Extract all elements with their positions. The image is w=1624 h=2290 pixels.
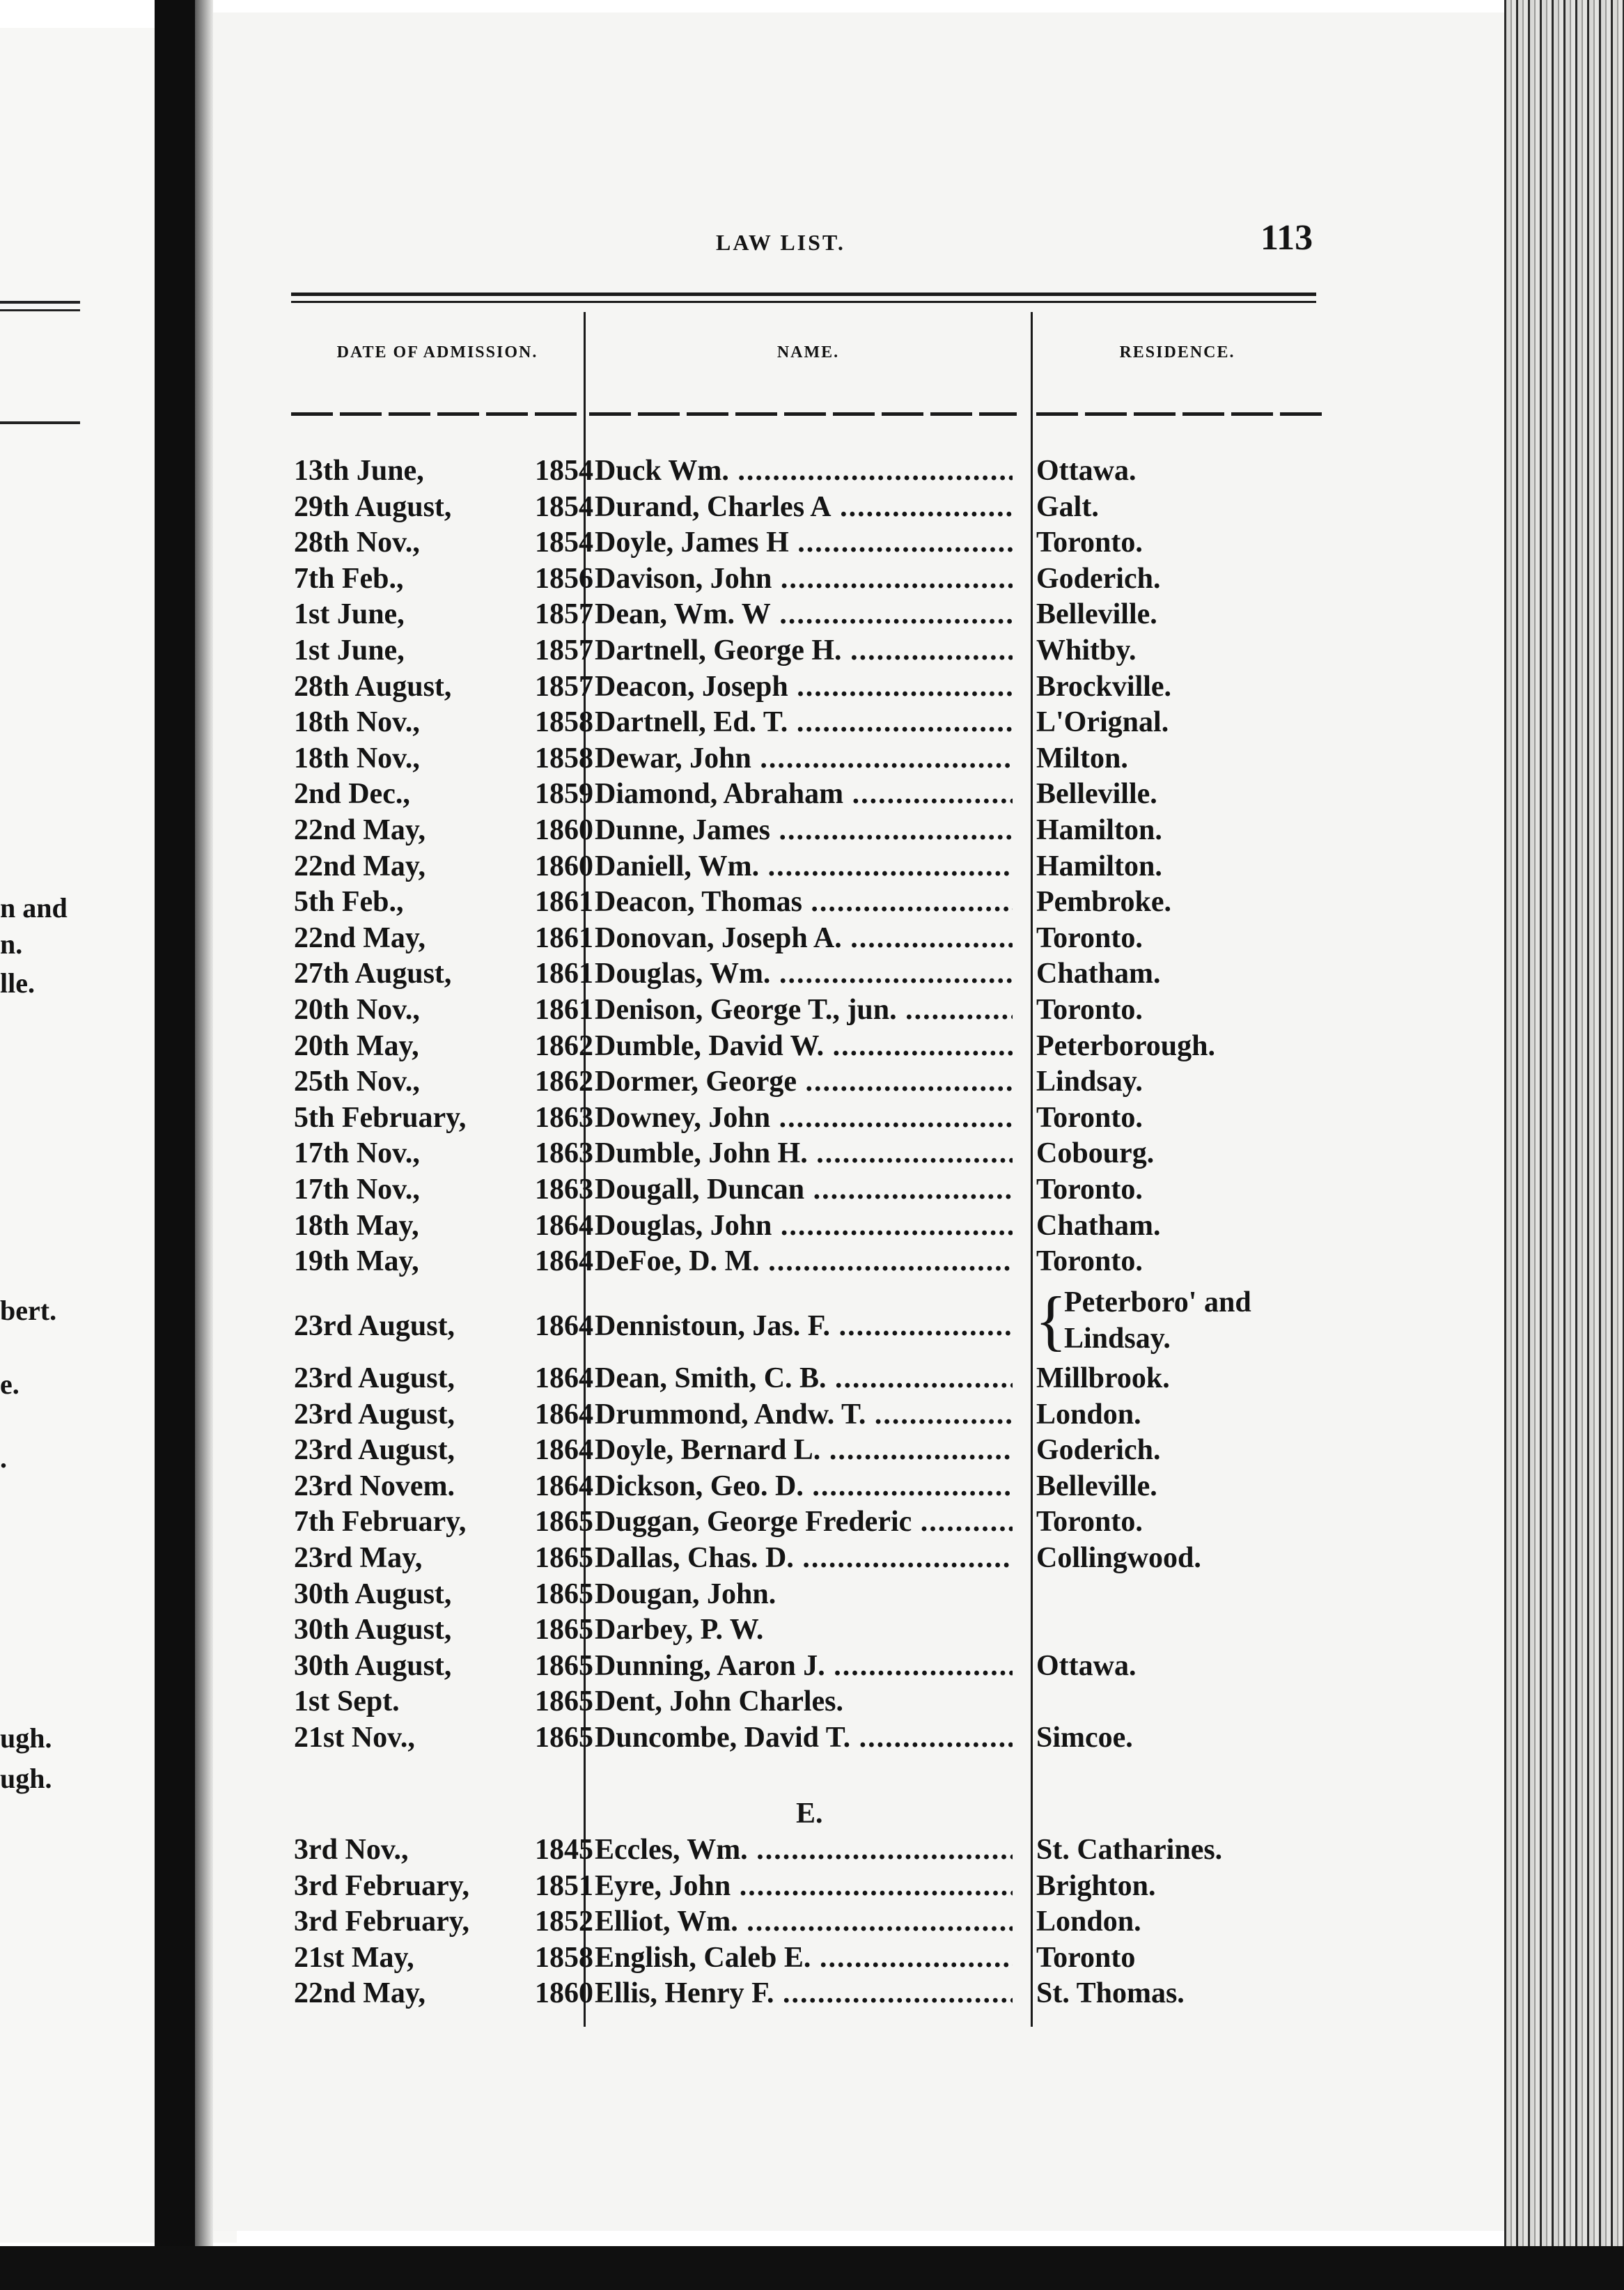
year-cell: 1857 [535, 634, 593, 667]
year-cell: 1860 [535, 850, 593, 882]
table-row [291, 921, 1322, 958]
year-cell: 1865 [535, 1578, 593, 1610]
name-cell: Dartnell, George H. ..... [595, 634, 1013, 667]
name-cell: Eyre, John ..... [595, 1869, 1013, 1903]
name-cell: English, Caleb E. ..... [595, 1941, 1013, 1974]
table-row [291, 850, 1322, 886]
table-row [291, 1977, 1322, 2013]
date-cell: 23rd August, [294, 1434, 455, 1467]
table-row [291, 1398, 1322, 1434]
date-cell: 27th August, [294, 958, 452, 990]
column-header-rule [291, 412, 578, 416]
residence-cell: Goderich. [1036, 1434, 1161, 1467]
left-page-text: e. [0, 1369, 19, 1400]
date-cell: 5th February, [294, 1101, 467, 1134]
year-cell: 1862 [535, 1029, 593, 1062]
table-row [291, 1578, 1322, 1614]
date-cell: 22nd May, [294, 1977, 426, 2010]
year-cell: 1856 [535, 562, 593, 595]
year-cell: 1862 [535, 1066, 593, 1098]
year-cell: 1865 [535, 1506, 593, 1539]
brace-icon: { [1035, 1283, 1068, 1357]
table-row [291, 1869, 1322, 1906]
residence-cell: Toronto. [1036, 1174, 1143, 1206]
residence-cell: Peterborough. [1036, 1029, 1216, 1062]
residence-cell: London. [1036, 1398, 1141, 1431]
residence-cell: Hamilton. [1036, 850, 1162, 882]
year-cell: 1859 [535, 778, 593, 811]
name-cell: Dumble, John H. ..... [595, 1137, 1013, 1170]
left-page-text: ugh. [0, 1722, 52, 1754]
table-row [291, 1649, 1322, 1685]
section-letter: E. [796, 1798, 823, 1830]
header-rule [291, 301, 1316, 303]
date-cell: 1st June, [294, 634, 405, 667]
date-cell: 20th Nov., [294, 994, 420, 1026]
year-cell: 1851 [535, 1869, 593, 1902]
residence-cell: L'Orignal. [1036, 706, 1169, 739]
name-cell: Dean, Wm. W ..... [595, 598, 1013, 631]
table-row [291, 1362, 1322, 1398]
year-cell: 1861 [535, 958, 593, 990]
residence-cell: Belleville. [1036, 1470, 1157, 1502]
date-cell: 22nd May, [294, 850, 426, 882]
residence-cell: St. Catharines. [1036, 1834, 1223, 1866]
year-cell: 1861 [535, 921, 593, 954]
table-row [291, 1541, 1322, 1578]
year-cell: 1854 [535, 527, 593, 559]
left-page-text: . [0, 1442, 7, 1474]
table-row [291, 1137, 1322, 1173]
table-row [291, 598, 1322, 634]
name-cell: Dumble, David W. ..... [595, 1029, 1013, 1063]
year-cell: 1852 [535, 1906, 593, 1938]
year-cell: 1845 [535, 1834, 593, 1866]
residence-cell: Pembroke. [1036, 886, 1172, 919]
year-cell: 1865 [535, 1722, 593, 1754]
name-cell: Downey, John ..... [595, 1101, 1013, 1135]
page-number: 113 [1260, 218, 1313, 258]
year-cell: 1861 [535, 886, 593, 919]
table-row [291, 885, 1322, 921]
name-cell: Deacon, Joseph ..... [595, 670, 1013, 703]
table-row [291, 562, 1322, 598]
name-cell: Daniell, Wm. ..... [595, 850, 1013, 883]
date-cell: 21st May, [294, 1941, 414, 1974]
year-cell: 1863 [535, 1174, 593, 1206]
residence-cell: Brockville. [1036, 670, 1172, 703]
left-page-text: ugh. [0, 1763, 52, 1794]
table-row [291, 1209, 1322, 1245]
table-row [291, 526, 1322, 562]
date-cell: 28th Nov., [294, 527, 420, 559]
residence-cell: Lindsay. [1064, 1323, 1171, 1355]
date-cell: 19th May, [294, 1245, 419, 1278]
name-cell: Douglas, Wm. ..... [595, 957, 1013, 990]
residence-cell: Simcoe. [1036, 1722, 1133, 1754]
date-cell: 23rd August, [294, 1362, 455, 1394]
date-cell: 23rd August, [294, 1310, 455, 1342]
date-cell: 22nd May, [294, 814, 426, 846]
year-cell: 1857 [535, 598, 593, 631]
name-cell: Elliot, Wm. ..... [595, 1905, 1013, 1938]
table-row [291, 1721, 1322, 1757]
table-row [291, 1470, 1322, 1506]
residence-cell: Toronto [1036, 1941, 1136, 1974]
year-cell: 1861 [535, 994, 593, 1026]
name-cell: Eccles, Wm. ..... [595, 1833, 1013, 1867]
book-gutter [155, 0, 195, 2290]
table-row [291, 993, 1322, 1029]
table-row [291, 957, 1322, 993]
left-page-text: n and [0, 892, 68, 924]
name-cell: Diamond, Abraham ..... [595, 777, 1013, 811]
name-cell: Douglas, John ..... [595, 1209, 1013, 1243]
name-cell: Darbey, P. W. [595, 1614, 764, 1646]
year-cell: 1858 [535, 742, 593, 774]
name-cell: Duncombe, David T. ..... [595, 1721, 1013, 1754]
left-page-text: n. [0, 928, 23, 960]
table-row [291, 1505, 1322, 1541]
date-cell: 30th August, [294, 1578, 452, 1610]
name-cell: Dickson, Geo. D. ..... [595, 1470, 1013, 1503]
date-cell: 18th May, [294, 1209, 419, 1242]
residence-cell: Peterboro' and [1064, 1286, 1251, 1318]
residence-cell: Ottawa. [1036, 455, 1137, 487]
name-cell: Doyle, Bernard L. ..... [595, 1433, 1013, 1467]
table-row [291, 1101, 1322, 1137]
name-cell: Dennistoun, Jas. F. ..... [595, 1309, 1013, 1343]
year-cell: 1864 [535, 1245, 593, 1278]
year-cell: 1858 [535, 706, 593, 739]
date-cell: 1st Sept. [294, 1685, 400, 1718]
residence-cell: London. [1036, 1906, 1141, 1938]
table-row [291, 634, 1322, 670]
residence-cell: Galt. [1036, 490, 1099, 523]
residence-cell: Chatham. [1036, 1209, 1161, 1242]
residence-cell: Brighton. [1036, 1869, 1156, 1902]
date-cell: 20th May, [294, 1029, 419, 1062]
year-cell: 1854 [535, 490, 593, 523]
table-row [291, 1283, 1322, 1362]
name-cell: Ellis, Henry F. ..... [595, 1977, 1013, 2010]
year-cell: 1860 [535, 1977, 593, 2010]
date-cell: 28th August, [294, 670, 452, 703]
table-row [291, 1613, 1322, 1649]
column-header-date: DATE OF ADMISSION. [336, 343, 538, 361]
date-cell: 23rd August, [294, 1398, 455, 1431]
table-row [291, 1173, 1322, 1209]
column-header-residence: RESIDENCE. [1119, 343, 1235, 361]
residence-cell: Toronto. [1036, 1101, 1143, 1134]
date-cell: 18th Nov., [294, 742, 420, 774]
date-cell: 30th August, [294, 1649, 452, 1682]
column-header-rule [1036, 412, 1322, 416]
date-cell: 13th June, [294, 455, 424, 487]
table-row [291, 1433, 1322, 1470]
residence-cell: Chatham. [1036, 958, 1161, 990]
date-cell: 29th August, [294, 490, 452, 523]
table-row [291, 1245, 1322, 1281]
year-cell: 1864 [535, 1310, 593, 1342]
date-cell: 3rd February, [294, 1906, 469, 1938]
table-row [291, 1065, 1322, 1101]
residence-cell: Belleville. [1036, 778, 1157, 811]
year-cell: 1865 [535, 1685, 593, 1718]
residence-cell: Toronto. [1036, 921, 1143, 954]
year-cell: 1864 [535, 1398, 593, 1431]
name-cell: Dean, Smith, C. B. ..... [595, 1362, 1013, 1395]
year-cell: 1860 [535, 814, 593, 846]
table-row [291, 490, 1322, 527]
year-cell: 1865 [535, 1649, 593, 1682]
residence-cell: Millbrook. [1036, 1362, 1170, 1394]
year-cell: 1857 [535, 670, 593, 703]
left-page-text: lle. [0, 967, 35, 999]
date-cell: 2nd Dec., [294, 778, 410, 811]
date-cell: 25th Nov., [294, 1066, 420, 1098]
residence-cell: Lindsay. [1036, 1066, 1143, 1098]
residence-cell: Toronto. [1036, 994, 1143, 1026]
year-cell: 1865 [535, 1542, 593, 1574]
date-cell: 23rd Novem. [294, 1470, 455, 1502]
gutter-shadow [195, 0, 213, 2290]
left-page-rule [0, 421, 80, 424]
year-cell: 1864 [535, 1362, 593, 1394]
column-header-rule [589, 412, 1017, 416]
name-cell: Dougan, John. [595, 1578, 776, 1610]
table-row [291, 1905, 1322, 1941]
name-cell: Drummond, Andw. T. ..... [595, 1398, 1013, 1431]
residence-cell: Whitby. [1036, 634, 1137, 667]
residence-cell: Toronto. [1036, 527, 1143, 559]
date-cell: 18th Nov., [294, 706, 420, 739]
year-cell: 1854 [535, 455, 593, 487]
year-cell: 1863 [535, 1101, 593, 1134]
name-cell: Durand, Charles A ..... [595, 490, 1013, 524]
table-row [291, 1685, 1322, 1721]
table-row [291, 813, 1322, 850]
date-cell: 3rd February, [294, 1869, 469, 1902]
left-page-text: bert. [0, 1295, 57, 1326]
date-cell: 23rd May, [294, 1542, 423, 1574]
year-cell: 1863 [535, 1137, 593, 1170]
date-cell: 17th Nov., [294, 1174, 420, 1206]
name-cell: Duck Wm. ..... [595, 454, 1013, 488]
residence-cell: Toronto. [1036, 1506, 1143, 1539]
year-cell: 1864 [535, 1470, 593, 1502]
name-cell: Dewar, John ..... [595, 742, 1013, 775]
name-cell: Duggan, George Frederic ..... [595, 1505, 1013, 1539]
date-cell: 7th February, [294, 1506, 467, 1539]
year-cell: 1864 [535, 1209, 593, 1242]
table-row [291, 742, 1322, 778]
name-cell: Denison, George T., jun. ..... [595, 993, 1013, 1027]
residence-cell: Milton. [1036, 742, 1128, 774]
date-cell: 5th Feb., [294, 886, 404, 919]
table-row [291, 1029, 1322, 1066]
table-row [291, 454, 1322, 490]
name-cell: Donovan, Joseph A. ..... [595, 921, 1013, 955]
table-row [291, 1941, 1322, 1977]
date-cell: 17th Nov., [294, 1137, 420, 1170]
name-cell: DeFoe, D. M. ..... [595, 1245, 1013, 1278]
date-cell: 7th Feb., [294, 562, 404, 595]
name-cell: Deacon, Thomas ..... [595, 885, 1013, 919]
residence-cell: Hamilton. [1036, 814, 1162, 846]
bottom-shadow [0, 2246, 1624, 2290]
residence-cell: Toronto. [1036, 1245, 1143, 1278]
running-header: LAW LIST. [716, 230, 845, 255]
date-cell: 1st June, [294, 598, 405, 631]
left-page-rule [0, 301, 80, 304]
table-row [291, 706, 1322, 742]
header-rule [291, 293, 1316, 296]
residence-cell: Ottawa. [1036, 1649, 1137, 1682]
date-cell: 21st Nov., [294, 1722, 415, 1754]
left-page-rule [0, 309, 80, 311]
name-cell: Dormer, George ..... [595, 1065, 1013, 1098]
year-cell: 1864 [535, 1434, 593, 1467]
date-cell: 3rd Nov., [294, 1834, 409, 1866]
name-cell: Dunning, Aaron J. ..... [595, 1649, 1013, 1683]
residence-cell: Belleville. [1036, 598, 1157, 631]
name-cell: Dougall, Duncan ..... [595, 1173, 1013, 1206]
residence-cell: St. Thomas. [1036, 1977, 1185, 2010]
table-row [291, 777, 1322, 813]
name-cell: Dent, John Charles. [595, 1685, 844, 1718]
table-row [291, 1833, 1322, 1869]
year-cell: 1865 [535, 1614, 593, 1646]
year-cell: 1858 [535, 1941, 593, 1974]
residence-cell: Cobourg. [1036, 1137, 1155, 1170]
page-edges [1504, 0, 1624, 2290]
name-cell: Davison, John ..... [595, 562, 1013, 595]
date-cell: 22nd May, [294, 921, 426, 954]
name-cell: Doyle, James H ..... [595, 526, 1013, 559]
name-cell: Dartnell, Ed. T. ..... [595, 706, 1013, 739]
table-row [291, 670, 1322, 706]
name-cell: Dunne, James ..... [595, 813, 1013, 847]
name-cell: Dallas, Chas. D. ..... [595, 1541, 1013, 1575]
residence-cell: Collingwood. [1036, 1542, 1201, 1574]
column-header-name: NAME. [776, 343, 840, 361]
residence-cell: Goderich. [1036, 562, 1161, 595]
date-cell: 30th August, [294, 1614, 452, 1646]
